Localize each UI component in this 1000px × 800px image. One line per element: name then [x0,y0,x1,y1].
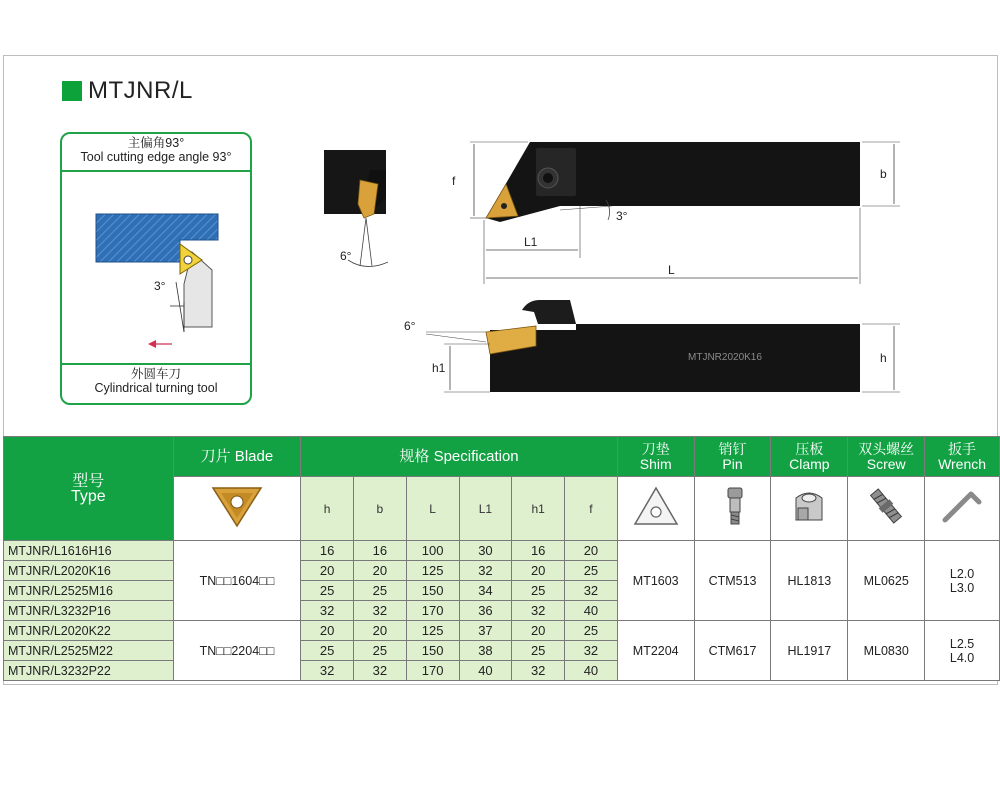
blade-icon-cell [173,477,301,541]
pin-icon [708,484,758,528]
title-block [62,78,193,104]
dim-cell-h1: 20 [512,621,565,641]
title-marker-square [62,81,82,101]
dim-cell-l: 150 [406,641,459,661]
top-view-drawing [452,142,900,284]
shim-header [617,437,694,477]
dim-cell-b: 20 [354,621,407,641]
angle-heading-en: Tool cutting edge angle 93° [80,150,232,164]
shim-header-en: Shim [639,455,672,472]
dim-cell-l: 170 [406,661,459,681]
page-title: MTJNR/L [88,77,193,104]
dim-header-L: L [406,477,459,541]
pin-header-en: Pin [722,455,743,472]
side-view-angle-label: 6° [404,319,416,333]
dim-f-label: f [452,174,456,188]
type-header [4,437,174,541]
dim-cell-f: 32 [565,581,618,601]
screw-icon-cell [848,477,925,541]
pin-icon-cell [694,477,771,541]
shank-marking: MTJNR2020K16 [688,352,762,363]
table-header-row [4,437,1000,477]
triangular-shim-icon [631,484,681,528]
dim-cell-l1: 38 [459,641,512,661]
dim-cell-b: 25 [354,581,407,601]
clamp-code-cell: HL1917 [771,621,848,681]
dim-cell-b: 16 [354,541,407,561]
clamp-header-cn: 压板 [795,440,824,457]
dim-cell-h: 20 [301,621,354,641]
end-view-drawing [324,150,388,267]
dim-header-b: b [354,477,407,541]
shim-icon-cell [617,477,694,541]
dim-cell-l: 125 [406,561,459,581]
wrench-header-cn: 扳手 [948,440,977,457]
shim-code-cell: MT2204 [617,621,694,681]
dim-cell-h: 20 [301,561,354,581]
screw-header [848,437,925,477]
dim-cell-b: 32 [354,661,407,681]
screw-code-cell: ML0830 [848,621,925,681]
dim-cell-l1: 34 [459,581,512,601]
dim-cell-f: 20 [565,541,618,561]
dim-cell-h: 32 [301,601,354,621]
type-cell: MTJNR/L2020K16 [4,561,174,581]
dim-header-h1: h1 [512,477,565,541]
dim-cell-h1: 20 [512,561,565,581]
dim-cell-h: 25 [301,641,354,661]
dim-cell-l: 100 [406,541,459,561]
dim-cell-l1: 37 [459,621,512,641]
wrench-code-cell [925,621,1000,681]
wrench-size: L2.5 [949,636,975,651]
screw-code-cell: ML0625 [848,541,925,621]
dim-cell-b: 25 [354,641,407,661]
double-screw-icon [861,484,911,528]
shim-code-cell: MT1603 [617,541,694,621]
angle-heading-cn: 主偏角93° [127,136,185,150]
dim-cell-l: 150 [406,581,459,601]
angle-panel-footer [62,363,250,403]
clamp-icon [784,484,834,528]
dim-header-f: f [565,477,618,541]
pin-header-cn: 销钉 [718,440,747,457]
dim-h-label: h [880,351,887,365]
angle-footer-en: Cylindrical turning tool [94,381,218,395]
blade-code-cell: TN□□2204□□ [173,621,301,681]
dim-cell-f: 32 [565,641,618,661]
type-cell: MTJNR/L1616H16 [4,541,174,561]
dim-cell-l: 170 [406,601,459,621]
dim-cell-h: 32 [301,661,354,681]
wrench-header-en: Wrench [938,455,987,472]
clamp-icon-cell [771,477,848,541]
hex-wrench-icon [937,484,987,528]
dim-cell-h1: 32 [512,601,565,621]
dim-cell-l1: 40 [459,661,512,681]
pin-code-cell: CTM513 [694,541,771,621]
type-cell: MTJNR/L2525M22 [4,641,174,661]
type-cell: MTJNR/L3232P16 [4,601,174,621]
dim-cell-h1: 25 [512,641,565,661]
dim-cell-l1: 36 [459,601,512,621]
type-header-en: Type [70,487,106,505]
clamp-code-cell: HL1813 [771,541,848,621]
type-cell: MTJNR/L2525M16 [4,581,174,601]
dim-cell-b: 20 [354,561,407,581]
dim-h1-label: h1 [432,361,446,375]
screw-header-en: Screw [866,455,906,472]
dim-cell-f: 25 [565,621,618,641]
dim-cell-h1: 16 [512,541,565,561]
spec-header: 规格 Specification [301,437,618,477]
dim-L-label: L [668,263,675,277]
dim-L1-label: L1 [524,235,538,249]
wrench-icon-cell [925,477,1000,541]
triangular-insert-icon [207,482,267,530]
dim-cell-l1: 32 [459,561,512,581]
table-row [4,541,1000,561]
dim-cell-b: 32 [354,601,407,621]
tool-drawings [300,110,920,410]
type-cell: MTJNR/L3232P22 [4,661,174,681]
cutting-angle-panel [60,132,252,405]
dim-cell-h1: 25 [512,581,565,601]
dim-header-h: h [301,477,354,541]
angle-panel-heading [62,136,250,172]
workpiece-section [96,214,218,262]
dim-cell-f: 40 [565,601,618,621]
pin-header [694,437,771,477]
dim-cell-h: 16 [301,541,354,561]
dim-cell-l1: 30 [459,541,512,561]
dim-cell-h: 25 [301,581,354,601]
angle-3-label: 3° [154,279,166,293]
shim-header-cn: 刀垫 [641,440,670,457]
dim-cell-l: 125 [406,621,459,641]
turning-diagram [62,172,252,368]
wrench-size: L2.0 [949,566,975,581]
clamp-header-en: Clamp [789,455,830,472]
wrench-code-cell [925,541,1000,621]
dim-cell-f: 40 [565,661,618,681]
type-cell: MTJNR/L2020K22 [4,621,174,641]
dim-cell-f: 25 [565,561,618,581]
screw-header-cn: 双头螺丝 [858,440,915,457]
blade-code-cell: TN□□1604□□ [173,541,301,621]
side-view-drawing [404,300,900,392]
dim-header-L1: L1 [459,477,512,541]
end-view-angle-label: 6° [340,249,352,263]
dim-b-label: b [880,167,887,181]
wrench-size: L4.0 [949,650,975,665]
table-row [4,621,1000,641]
blade-header: 刀片 Blade [173,437,301,477]
top-view-angle-label: 3° [616,209,628,223]
pin-code-cell: CTM617 [694,621,771,681]
wrench-header [925,437,1000,477]
clamp-header [771,437,848,477]
specification-table [3,436,1000,681]
angle-footer-cn: 外圆车刀 [130,367,181,381]
wrench-size: L3.0 [949,580,975,595]
type-header-cn: 型号 [72,472,105,490]
table-body [4,541,1000,681]
dim-cell-h1: 32 [512,661,565,681]
